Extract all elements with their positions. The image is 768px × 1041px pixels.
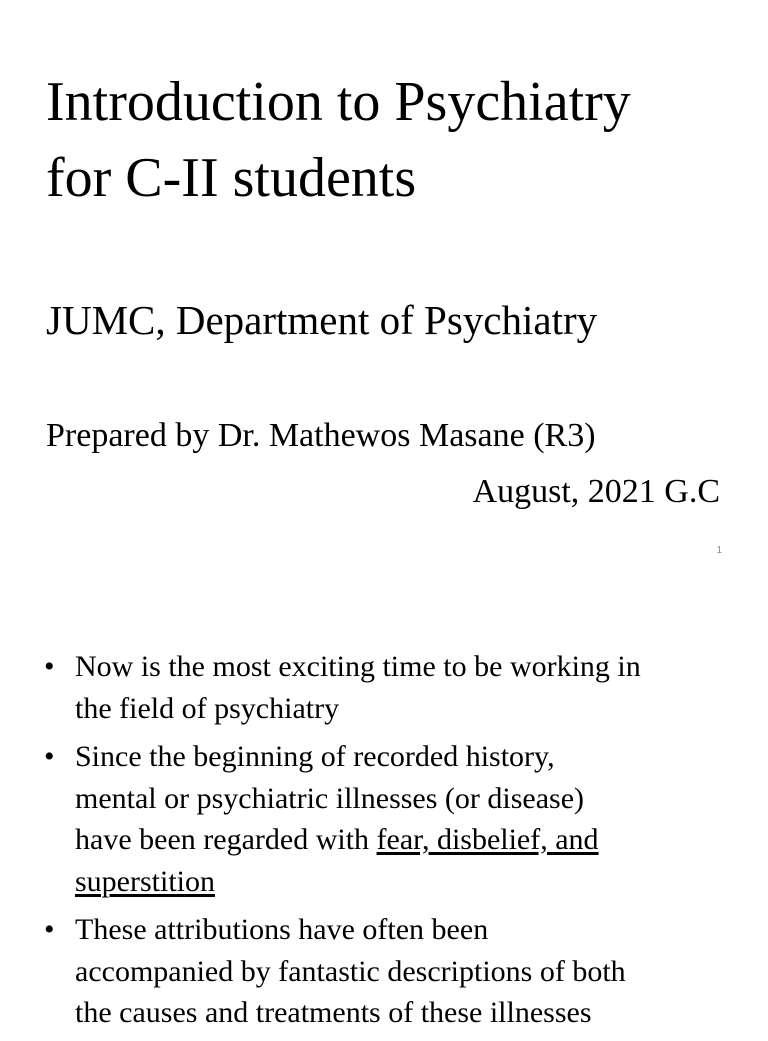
bullet-item-2: [0, 736, 768, 902]
bullet-icon: •: [44, 913, 55, 946]
bullet-3-line-3: the causes and treatments of these illnesses: [75, 996, 592, 1029]
presentation-date: August, 2021 G.C: [472, 473, 720, 510]
underlined-phrase-part-1: fear, disbelief, and: [376, 823, 599, 856]
bullet-icon: •: [44, 650, 55, 683]
underlined-phrase-part-2: superstition: [75, 864, 215, 898]
department-subtitle: JUMC, Department of Psychiatry: [46, 297, 598, 343]
content-slide: [0, 580, 768, 1029]
bullet-1-line-2: the field of psychiatry: [75, 691, 340, 725]
page-number: 1: [716, 545, 722, 556]
bullet-2-line-2: mental or psychiatric illnesses (or disease): [75, 781, 585, 815]
bullet-item-1: [0, 646, 768, 729]
bullet-2-line-3: [75, 819, 738, 861]
bullet-1-line-1: Now is the most exciting time to be working in: [75, 650, 641, 683]
slide-title: [46, 64, 746, 216]
bullet-2-line-1: Since the beginning of recorded history,: [75, 740, 555, 773]
bullet-2-line-3-text: have been regarded with: [75, 823, 377, 856]
bullet-3-line-1: These attributions have often been: [75, 913, 489, 946]
slide-title-line-2: for C-II students: [46, 147, 417, 209]
bullet-icon: •: [44, 740, 55, 773]
author-line: Prepared by Dr. Mathewos Masane (R3): [46, 417, 596, 454]
bullet-2-line-4: [75, 861, 738, 903]
bullet-3-line-2: accompanied by fantastic descriptions of both: [75, 954, 626, 988]
bullet-list: [0, 646, 768, 1041]
bullet-item-3: [0, 909, 768, 1034]
slide-title-line-1: Introduction to Psychiatry: [46, 71, 631, 133]
